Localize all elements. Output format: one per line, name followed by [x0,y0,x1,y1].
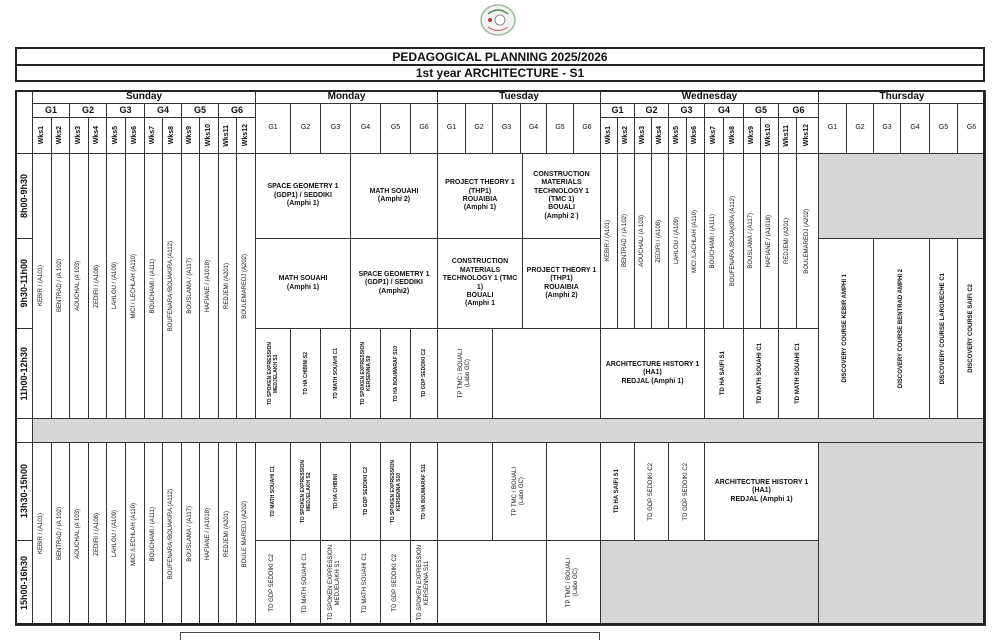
thursday-discovery-text: DISCOVERY COURSE LARGUECHE C1 [939,272,946,385]
monday-lecture-text: MATH SOUAHI (Amphi 2) [369,187,419,203]
group-header-text: G4 [528,124,539,132]
wednesday-td-text: TD GDP SEDDIKI C2 [647,462,654,521]
empty-cell [546,442,601,541]
group-header-text: G3 [680,105,693,116]
workshop-header-text: Wks6 [691,126,699,145]
group-header [743,103,779,118]
monday-td [290,328,321,419]
wednesday-workshop-teacher-text: MICI /LACHLAH (A110) [691,209,698,273]
time-slot-text: 8h00-9h30 [18,173,29,219]
day-header [818,90,986,104]
group-header [573,103,601,154]
monday-td-text: TD SPOKEN EXPRESSION MEDJELAKH S2 [299,459,312,524]
workshop-header [760,117,779,154]
monday-lecture [350,153,438,239]
workshop-header-text: Wks7 [149,126,157,145]
group-header-text: G4 [910,124,920,132]
free-slot [600,540,819,626]
group-header [929,103,958,154]
monday-td [380,328,411,419]
workshop-header-text: Wks1 [604,126,612,145]
workshop-header-text: Wks7 [709,126,717,145]
workshop-header-text: Wks2 [56,126,64,145]
sunday-workshop-teacher [106,153,126,419]
group-header-text: G3 [882,124,892,132]
sunday-workshop-teacher [69,153,89,419]
workshop-header-text: Wks5 [673,126,681,145]
monday-td-text: TD GDP SEDDIKI C2 [421,349,427,398]
workshop-header-text: Wks9 [747,126,755,145]
workshop-header [32,117,52,154]
tuesday-lecture-text: PROJECT THEORY 1 (THP1) ROUAIBIA (Amphi 2) [526,266,597,299]
workshop-header-text: Wks4 [655,126,663,145]
workshop-header-text: Wks9 [186,126,194,145]
monday-td-text: TD GDP SEDDIKI C2 [269,554,276,612]
wednesday-workshop-teacher-text: BOUFENARA /BOUAKIRA (A112) [729,195,736,287]
sunday-workshop-teacher [51,153,70,419]
group-header-text: G6 [966,124,977,132]
wednesday-td [634,442,669,541]
monday-lecture-text: MATH SOUAHI (Amphi 1) [278,275,328,291]
workshop-header [125,117,145,154]
sunday-workshop-teacher [32,153,52,419]
free-slot [818,442,986,626]
group-header [600,103,635,118]
wednesday-lecture-text: ARCHITECTURE HISTORY 1 (HA1) REDJAL (Amphi 1) [605,360,700,385]
thursday-discovery-text: DISCOVERY COURSE BENTRAD AMPHI 2 [897,268,904,389]
group-header [437,103,466,154]
monday-td [320,328,351,419]
group-header-text: G5 [938,124,949,132]
wednesday-workshop-teacher-text: KEBIR / (A101) [605,220,612,262]
time-slot-text: 15h00-16h30 [18,555,29,611]
monday-td [380,442,411,541]
sunday-workshop-teacher-text: LAHLOU / (A109) [112,262,119,310]
group-header [873,103,901,154]
group-header-text: G6 [792,105,805,116]
sunday-workshop-teacher [125,442,145,626]
workshop-header [634,117,652,154]
group-header-text: G1 [827,124,838,132]
sunday-workshop-teacher-text: BOUCHAMI / (A111) [149,506,156,562]
group-header-text: G4 [156,105,169,116]
thursday-discovery [873,238,930,419]
group-header [520,103,547,154]
time-slot [15,540,33,626]
sunday-workshop-teacher-text: LAHLOU / (A109) [112,510,119,558]
sunday-workshop-teacher-text: BOUFENARA /BOUAKIRA (A112) [168,240,175,332]
wednesday-td-text: TD HA SAIFI S1 [720,351,727,396]
monday-td-text: TD SPOKEN EXPRESSION KERSENNA S11 [416,545,430,621]
group-header [410,103,438,154]
wednesday-workshop-teacher [668,153,687,329]
group-header [255,103,291,154]
wednesday-workshop-teacher [617,153,635,329]
group-header [704,103,744,118]
wednesday-lecture [600,328,705,419]
group-header-text: G2 [855,124,865,132]
group-header [900,103,930,154]
monday-td [410,328,438,419]
monday-td [290,540,321,626]
monday-td-text: TD HA CHIBINI [332,473,339,510]
sunday-workshop-teacher-text: KEBIR / (A101) [38,265,45,307]
lunch-time-slot [15,418,33,443]
time-slot [15,442,33,541]
workshop-header-text: Wks11 [223,124,231,147]
sunday-workshop-teacher [69,442,89,626]
monday-lecture-text: SPACE GEOMETRY 1 (GDP1) / SEDDIKI (Amphi2) [358,270,430,295]
monday-td-text: TD SPOKEN EXPRESSION MEDJELAKH S1 [267,341,279,406]
tuesday-tp-text: TP TMC / BOUALI (Labo GC) [512,466,526,517]
university-logo [478,2,518,38]
day-header-text: Monday [327,91,366,102]
group-header-text: G1 [611,105,624,116]
time-slot [15,238,33,329]
workshop-header-text: Wks12 [241,124,249,147]
sunday-workshop-teacher [236,442,256,626]
group-header [320,103,351,154]
group-header [181,103,219,118]
group-header-text: G4 [717,105,730,116]
monday-lecture-text: SPACE GEOMETRY 1 (GDP1) / SEDDIKI (Amphi 1) [267,183,339,208]
monday-td [320,442,351,541]
group-header-text: G5 [754,105,767,116]
workshop-header [69,117,89,154]
tuesday-lecture [437,238,523,329]
group-header [957,103,986,154]
wednesday-td [668,442,705,541]
sunday-workshop-teacher [162,153,182,419]
workshop-header [162,117,182,154]
sunday-workshop-teacher-text: REDJEM/ (A201) [223,510,230,557]
workshop-header-text: Wks12 [803,124,811,147]
monday-lecture [350,238,438,329]
monday-td [350,540,381,626]
monday-td-text: TD HA CHIBINI S2 [302,352,309,395]
group-header [634,103,669,118]
sunday-workshop-teacher [181,442,200,626]
group-header [492,103,521,154]
page-title: PEDAGOGICAL PLANNING 2025/2026 [15,47,985,66]
tuesday-tp [492,442,547,541]
sunday-workshop-teacher-text: ZEDIRI / (A108) [93,264,100,308]
group-header-text: G5 [390,124,401,132]
sunday-workshop-teacher [199,153,219,419]
workshop-header-text: Wks1 [37,126,45,145]
sunday-workshop-teacher-text: BOUSLAMA / (A117) [186,506,193,562]
wednesday-workshop-teacher [760,153,779,329]
monday-td-text: TD SPOKEN EXPRESSION KERSENNA S10 [389,459,402,524]
workshop-header [236,117,256,154]
workshop-header [106,117,126,154]
workshop-header-text: Wks11 [783,124,791,147]
day-header-text: Sunday [125,91,163,102]
workshop-header [600,117,618,154]
group-header [465,103,493,154]
group-header-text: G1 [44,105,57,116]
wednesday-td-text: TD MATH SOUAHI C1 [757,343,764,404]
wednesday-td [600,442,635,541]
wednesday-td-text: TD GDP SEDDIKI C2 [682,462,689,521]
workshop-header [218,117,237,154]
day-header [255,90,438,104]
sunday-workshop-teacher-text: AOUCHAL (A 103) [75,261,82,311]
workshop-header-text: Wks10 [204,124,212,147]
group-header [778,103,819,118]
monday-td-text: TD MATH SOUAHI C1 [361,552,368,614]
sunday-workshop-teacher-text: BOULEMAREDJ (A202) [242,253,249,319]
workshop-header [617,117,635,154]
sunday-workshop-teacher-text: HAFIANE / (A1018) [205,259,212,313]
wednesday-workshop-teacher [778,153,797,329]
monday-td-text: TD SPOKEN EXPRESSION KERSENNA S9 [359,341,372,406]
workshop-header [778,117,797,154]
empty-cell [437,540,547,626]
sunday-workshop-teacher-text: HAFIANE / (A1018) [205,507,212,561]
monday-td-text: TD MATH SOUAHI C1 [332,348,339,399]
tuesday-lecture-text: CONSTRUCTION MATERIALS TECHNOLOGY 1 (TMC 1) BOUALI (Amphi 1 [442,258,518,308]
day-header [600,90,819,104]
empty-cell [492,328,601,419]
workshop-header-text: Wks2 [621,126,629,145]
sunday-workshop-teacher-text: AOUCHAL (A 103) [75,509,82,559]
sunday-workshop-teacher-text: ZEDIRI / (A108) [93,512,100,556]
workshop-header-text: Wks4 [93,126,101,145]
tuesday-lecture [522,153,601,239]
wednesday-workshop-teacher-text: AOUCHAL/ (A 103) [639,215,646,267]
free-slot [818,153,986,239]
monday-td [255,540,291,626]
wednesday-workshop-teacher-text: BOUSLAMA / (A117) [748,213,755,269]
wednesday-workshop-teacher [651,153,669,329]
tuesday-lecture-text: PROJECT THEORY 1 (THP1) ROUAIBIA (Amphi 1) [445,179,515,212]
page-subtitle: 1st year ARCHITECTURE - S1 [15,64,985,82]
day-header-text: Tuesday [499,91,539,102]
time-slot-text: 11h00-12h30 [18,346,29,401]
group-header-text: G6 [582,124,592,132]
sunday-workshop-teacher [51,442,70,626]
sunday-workshop-teacher [32,442,52,626]
sunday-workshop-teacher [144,442,163,626]
sunday-workshop-teacher-text: BOUFENARA /BOUAKIRA (A112) [168,488,175,580]
sunday-workshop-teacher-text: BENTRAD / (A 102) [56,507,63,561]
group-header [290,103,321,154]
group-header [818,103,847,154]
thursday-discovery-text: DISCOVERY COURSE KEBIR AMPHI 1 [842,274,849,383]
workshop-header [51,117,70,154]
tuesday-tp [546,540,601,626]
monday-td-text: TD HA BOUMARAF S10 [392,345,399,402]
time-slot-text: 9h30-11h00 [18,259,29,308]
workshop-header-text: Wks10 [765,124,773,147]
monday-td [410,442,438,541]
workshop-header [199,117,219,154]
workshop-header [723,117,744,154]
workshop-header [144,117,163,154]
empty-cell [437,442,493,541]
day-header-text: Wednesday [681,91,738,102]
wednesday-workshop-teacher-text: BOUCHAMI / (A111) [710,213,717,269]
wednesday-workshop-teacher-text: LAHLOU / (A109) [673,217,680,265]
group-header-text: G2 [300,124,311,132]
sunday-workshop-teacher-text: BENTRAD / (A 102) [56,259,63,313]
workshop-header [88,117,107,154]
group-header [69,103,107,118]
day-header-text: Thursday [879,91,925,102]
wednesday-td-text: TD HA SAIFI S1 [613,469,620,514]
group-header-text: G4 [360,124,371,132]
sunday-workshop-teacher [106,442,126,626]
workshop-header [651,117,669,154]
group-header [218,103,256,118]
wednesday-workshop-teacher [796,153,819,329]
group-header-text: G3 [330,124,341,132]
workshop-header [743,117,761,154]
wednesday-workshop-teacher-text: REDJEM/ (A201) [783,217,790,264]
tuesday-tp [437,328,493,419]
wednesday-workshop-teacher-text: HAFIANE / (A1018) [765,214,772,268]
sunday-workshop-teacher-text: KEBIR / (A101) [38,513,45,555]
sunday-workshop-teacher [199,442,219,626]
group-header [546,103,574,154]
workshop-header [704,117,724,154]
thursday-discovery [818,238,874,419]
monday-td [380,540,411,626]
monday-td [290,442,321,541]
workshop-header-text: Wks3 [74,126,82,145]
group-header-text: G1 [268,124,278,132]
monday-td [255,328,291,419]
tuesday-lecture [437,153,523,239]
monday-lecture [255,153,351,239]
group-header-text: G3 [119,105,132,116]
monday-td-text: TD HA BOUMARAF S11 [421,463,427,520]
monday-td [350,328,381,419]
workshop-header-text: Wks8 [167,126,175,145]
wednesday-workshop-teacher-text: BOULEMAREDJ (A202) [803,208,810,274]
thursday-discovery [929,238,958,419]
sunday-workshop-teacher-text: MICI /LECHLAH (A110) [131,502,138,566]
tuesday-lecture [522,238,601,329]
time-slot [15,153,33,239]
sunday-workshop-teacher [218,442,237,626]
wednesday-lecture [704,442,819,541]
group-header-text: G6 [419,124,429,132]
wednesday-workshop-teacher-text: ZEDIRI / (A108) [656,219,663,263]
wednesday-workshop-teacher [634,153,652,329]
tuesday-tp-text: TP TMC / BOUALI (Labo GC) [566,558,580,608]
sunday-workshop-teacher [181,153,200,419]
group-header [846,103,874,154]
thursday-discovery-text: DISCOVERY COURSE SAIFI C2 [967,284,974,373]
wednesday-td [704,328,744,419]
workshop-header-text: Wks6 [130,126,138,145]
group-header [144,103,182,118]
wednesday-td [743,328,779,419]
group-header [668,103,705,118]
group-header-text: G6 [230,105,243,116]
time-slot [15,328,33,419]
wednesday-workshop-teacher-text: BENTRAD / (A 102) [622,214,629,268]
wednesday-workshop-teacher [686,153,705,329]
monday-td-text: TD SPOKEN EXPRESSION MEDJELAKH S1 [328,545,342,621]
sunday-workshop-teacher [88,153,107,419]
workshop-header [181,117,200,154]
group-header-text: G1 [446,124,457,132]
thursday-discovery [957,238,986,419]
group-header-text: G2 [474,124,484,132]
corner-cell [15,90,33,154]
tuesday-tp-text: TP TMC / BOUALI (Labo GC) [457,348,471,399]
group-header-text: G2 [645,105,658,116]
workshop-header-text: Wks3 [638,126,646,145]
workshop-header-text: Wks8 [729,126,737,145]
sunday-workshop-teacher-text: BOULE MAREDJ (A202) [242,500,249,568]
wednesday-td [778,328,819,419]
sunday-workshop-teacher-text: MICI / LECHLAH (A110) [131,253,138,319]
footer-table [180,632,600,640]
workshop-header-text: Wks5 [111,126,119,145]
tuesday-lecture-text: CONSTRUCTION MATERIALS TECHNOLOGY 1 (TMC 1) BOUALI (Amphi 2 ) [533,170,590,220]
group-header [32,103,70,118]
monday-td-text: TD GDP SEDDIKI C2 [391,554,398,612]
group-header-text: G5 [193,105,206,116]
monday-lecture [255,238,351,329]
sunday-workshop-teacher [218,153,237,419]
sunday-workshop-teacher [125,153,145,419]
sunday-workshop-teacher [236,153,256,419]
sunday-workshop-teacher-text: REDJEM/ (A201) [223,262,230,309]
group-header [106,103,145,118]
monday-td [255,442,291,541]
group-header [380,103,411,154]
group-header-text: G5 [555,124,565,132]
sunday-workshop-teacher-text: BOUSLAMA / (A117) [186,258,193,314]
day-header [437,90,601,104]
sunday-workshop-teacher [162,442,182,626]
workshop-header [796,117,819,154]
time-slot-text: 13h30-15h00 [18,464,29,519]
monday-td-text: TD MATH SOUAHI C1 [270,466,276,517]
wednesday-td-text: TD MATH SOUAHI C1 [794,343,801,404]
day-header [32,90,256,104]
sunday-workshop-teacher [144,153,163,419]
monday-td-text: TD MATH SOUAHI C1 [301,552,308,614]
lunch-break [32,418,986,443]
wednesday-workshop-teacher [704,153,724,329]
monday-td [350,442,381,541]
monday-td [320,540,351,626]
group-header [350,103,381,154]
workshop-header [668,117,687,154]
workshop-header [686,117,705,154]
wednesday-workshop-teacher [723,153,744,329]
wednesday-workshop-teacher [743,153,761,329]
sunday-workshop-teacher [88,442,107,626]
group-header-text: G2 [81,105,94,116]
wednesday-lecture-text: ARCHITECTURE HISTORY 1 (HA1) REDJAL (Amphi 1) [714,478,809,503]
group-header-text: G3 [501,124,512,132]
monday-td [410,540,438,626]
wednesday-workshop-teacher [600,153,618,329]
monday-td-text: TD GDP SEDDIKI C2 [362,467,369,516]
sunday-workshop-teacher-text: BOUCHAMI / (A111) [149,258,156,314]
